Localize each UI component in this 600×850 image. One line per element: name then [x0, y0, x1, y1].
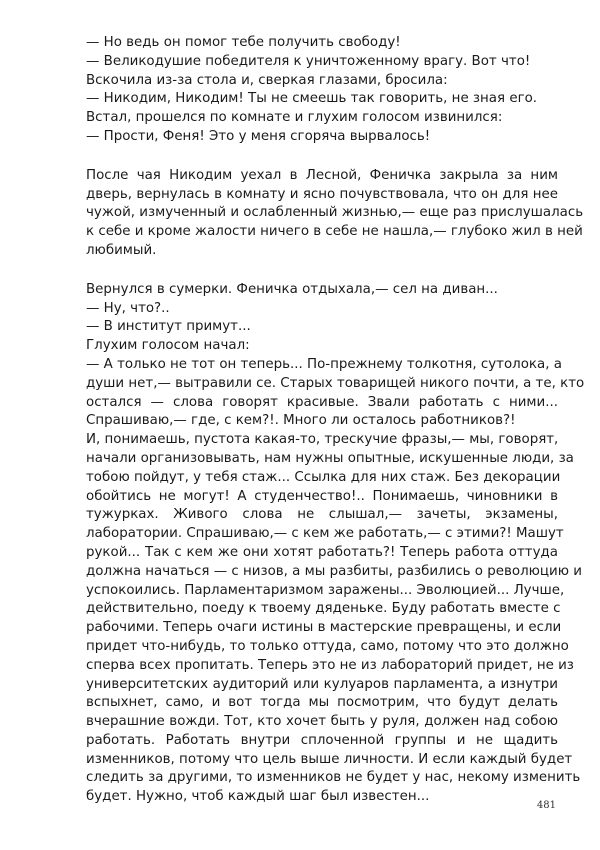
- paragraph-gap: [86, 261, 558, 281]
- text-line: — Ну, что?..: [86, 300, 170, 316]
- text-line: начали организовывать, нам нужны опытные, искушенные люди, за: [86, 450, 574, 466]
- text-line: Глухим голосом начал:: [86, 338, 250, 354]
- text-line: тужурках. Живого слова не слышал,— зачеты, экзамены,: [86, 507, 558, 523]
- text-line: лаборатории. Спрашиваю,— с кем же работать,— с этими?! Машут: [86, 526, 564, 542]
- text-line: придет что-нибудь, то только оттуда, само, потому что это должно: [86, 638, 569, 654]
- text-line: к себе и кроме жалости ничего в себе не нашла,— глубоко жил в ней: [86, 224, 583, 240]
- text-line: рукой... Так с кем же они хотят работать?! Теперь работа оттуда: [86, 544, 558, 560]
- text-line: обойтись не могут! А студенчество!.. Понимаешь, чиновники в: [86, 488, 558, 504]
- text-line: Вскочила из-за стола и, сверкая глазами, бросила:: [86, 72, 448, 88]
- page-number: 481: [536, 800, 556, 811]
- text-line: — В институт примут...: [86, 319, 251, 335]
- text-line: рабочими. Теперь очаги истины в мастерские превращены, и если: [86, 620, 562, 636]
- text-line: остался — слова говорят красивые. Звали работать с ними...: [86, 394, 558, 410]
- text-line: Встал, прошелся по комнате и глухим голосом извинился:: [86, 110, 503, 126]
- text-line: должна начаться — с низов, а мы разбиты, разбились о революцию и: [86, 563, 582, 579]
- text-line: дверь, вернулась в комнату и ясно почувствовала, что он для нее: [86, 186, 558, 202]
- text-line: успокоились. Парламентаризмом заражены... Эволюцией... Лучше,: [86, 582, 565, 598]
- text-line: И, понимаешь, пустота какая-то, трескучие фразы,— мы, говорят,: [86, 432, 559, 448]
- text-line: Вернулся в сумерки. Феничка отдыхала,— сел на диван...: [86, 281, 498, 297]
- text-line: тобою пойдут, у тебя стаж... Ссылка для них стаж. Без декорации: [86, 469, 561, 485]
- text-line: чужой, измученный и ослабленный жизнью,— еще раз прислушалась: [86, 205, 584, 221]
- text-line: любимый.: [86, 242, 157, 258]
- text-line: — А только не тот он теперь... По-прежнему толкотня, сутолока, а: [86, 356, 562, 372]
- page-body: [86, 34, 585, 807]
- text-line: университетских аудиторий или кулуаров парламента, а изнутри: [86, 676, 558, 692]
- paragraph-gap: [86, 147, 558, 167]
- text-line: — Никодим, Никодим! Ты не смеешь так говорить, не зная его.: [86, 91, 538, 107]
- text-line: действительно, поеду к твоему дяденьке. Буду работать вместе с: [86, 601, 561, 617]
- text-line: работать. Работать внутри сплоченной группы и не щадить: [86, 732, 558, 748]
- text-line: Спрашиваю,— где, с кем?!. Много ли осталось работников?!: [86, 413, 516, 429]
- block-monologue: [86, 281, 585, 807]
- text-line: После чая Никодим уехал в Лесной, Феничка закрыла за ним: [86, 167, 558, 183]
- text-line: сперва всех пропитать. Теперь это не из лабораторий придет, не из: [86, 657, 574, 673]
- text-line: следить за другими, то изменников не будет у нас, некому изменить: [86, 770, 581, 786]
- text-line: изменников, потому что цель выше личности. И если каждый будет: [86, 751, 573, 767]
- text-line: вчерашние вожди. Тот, кто хочет быть у руля, должен над собою: [86, 714, 558, 730]
- text-line: — Прости, Феня! Это у меня сгоряча вырвалось!: [86, 128, 431, 144]
- block-dialogue: [86, 34, 558, 147]
- text-line: вспыхнет, само, и вот тогда мы посмотрим, что будут делать: [86, 695, 558, 711]
- text-line: — Великодушие победителя к уничтоженному врагу. Вот что!: [86, 53, 531, 69]
- block-narrative: [86, 167, 584, 261]
- text-line: — Но ведь он помог тебе получить свободу!: [86, 35, 401, 50]
- text-line: будет. Нужно, чтоб каждый шаг был известен...: [86, 789, 430, 805]
- text-line: души нет,— вытравили се. Старых товарищей никого почти, а те, кто: [86, 375, 585, 391]
